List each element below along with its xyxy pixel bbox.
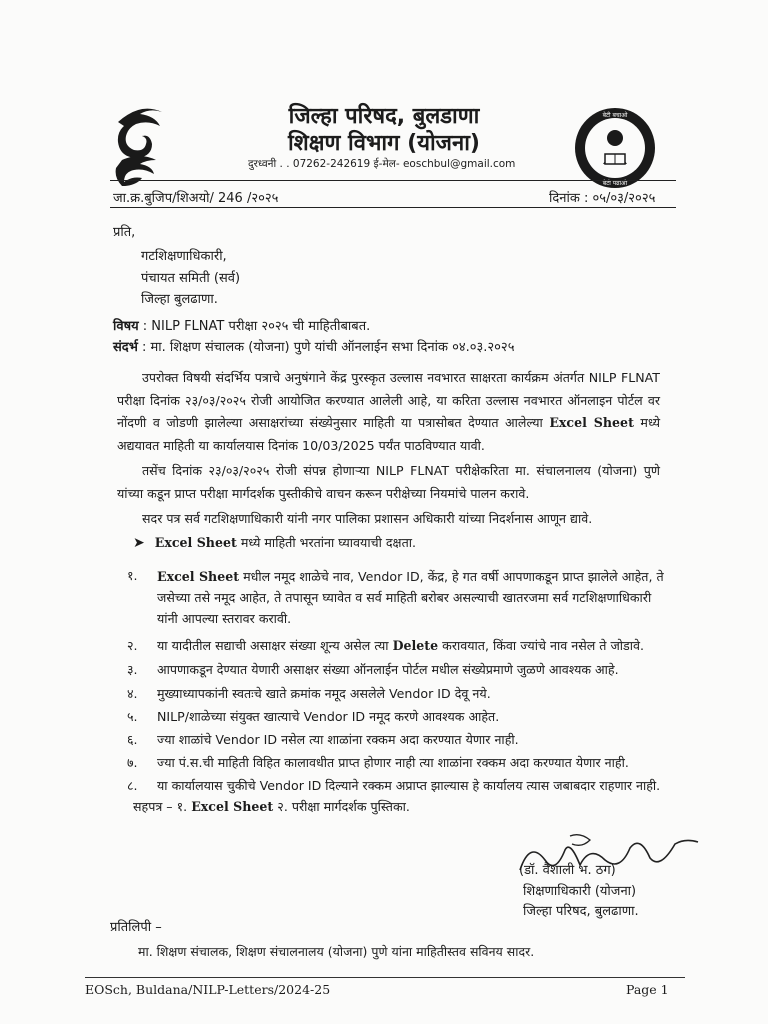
body-paragraph-3: सदर पत्र सर्व गटशिक्षणाधिकारी यांनी नगर पालिका प्रशासन अधिकारी यांच्या निदर्शनास आणून द्यावे. (142, 511, 593, 526)
reference-label: संदर्भ (113, 340, 138, 355)
point-4-text: मुख्याध्यापकांनी स्वतःचे खाते क्रमांक नमूद असलेले Vendor ID देवू नये. (157, 686, 491, 701)
precautions-heading (133, 533, 416, 553)
para1-text-end: मध्ये अद्ययावत माहिती या कार्यालयास दिनांक 10/03/2025 पर्यंत पाठविण्यात यावी. (117, 415, 660, 453)
body-paragraph-1 (117, 367, 660, 457)
point-number: ५. (127, 709, 138, 724)
letter-reference-number: जा.क्र.बुजिप/शिअयो/ 246 /२०२५ (113, 191, 279, 206)
subject-text: : NILP FLNAT परीक्षा २०२५ ची माहितीबाबत. (142, 319, 371, 334)
date-value: ०५/०३/२०२५ (592, 191, 656, 206)
point-2-text: या यादीतील सद्याची असाक्षर संख्या शून्य असेल त्या (157, 638, 389, 653)
copy-label: प्रतिलिपी – (110, 920, 162, 935)
point-3 (127, 660, 619, 680)
org-name: जिल्हा परिषद, बुलडाणा (288, 104, 480, 129)
signatory-office: जिल्हा परिषद, बुलढाणा. (523, 904, 639, 919)
point-7-text: ज्या पं.स.ची माहिती विहित कालावधीत प्राप्त होणार नाही त्या शाळांना रक्कम अदा करण्यात येणार नाही. (157, 755, 629, 770)
footer-document-code: EOSch, Buldana/NILP-Letters/2024-25 (85, 982, 331, 997)
subject-line (113, 318, 370, 336)
enclosure-line (133, 797, 410, 817)
addressee-line2: पंचायत समिती (सर्व) (141, 271, 241, 286)
body-paragraph-2: तसेंच दिनांक २३/०३/२०२५ रोजी संपन्न होणाऱ्या NILP FLNAT परीक्षेकरिता मा. संचालनालय (योजना) पुणे यांच्या कडून प्राप्त परीक्षा मार्गदर्शक पुस्तीकीचे वाचन करून परीक्षेच्या नियमांचे पालन करावे. (117, 463, 660, 501)
footer-page-number: Page 1 (626, 982, 669, 997)
arrow-bullet-icon: ➤ (133, 535, 145, 551)
header-rule-top (110, 180, 676, 181)
point-1-bold: Excel Sheet (157, 569, 240, 584)
addressee-to: प्रति, (113, 225, 136, 240)
point-2-text-end: करावयात, किंवा ज्यांचे नाव नसेल ते जोडावे. (442, 638, 645, 653)
point-number: ६. (127, 732, 138, 747)
department-name: शिक्षण विभाग (योजना) (288, 131, 480, 156)
point-number: ७. (127, 755, 138, 770)
point-number: ३. (127, 662, 138, 677)
point-8-text: या कार्यालयास चुकीचे Vendor ID दिल्याने रक्कम अप्राप्त झाल्यास हे कार्यालय त्यास जबाबदार राहणार नाही. (157, 778, 661, 793)
point-2 (127, 636, 667, 656)
point-6 (127, 730, 519, 750)
point-6-text: ज्या शाळांचे Vendor ID नसेल त्या शाळांना रक्कम अदा करण्यात येणार नाही. (157, 732, 519, 747)
copy-text: मा. शिक्षण संचालक, शिक्षण संचालनालय (योजना) पुणे यांना माहितीस्तव सविनय सादर. (138, 944, 535, 959)
point-1-text: मधील नमूद शाळेचे नाव, Vendor ID, केंद्र, हे गत वर्षी आपणाकडून प्राप्त झालेले आहेत, ते जसेच्या तसे नमूद आहेत, ते तपासून घ्यावेत व सर्व माहिती बरोबर असल्याची खातरजमा सर्व गटशिक्षणाधिकारी यांनी आपल्या स्तरावर करावी. (157, 569, 664, 626)
point-3-text: आपणाकडून देण्यात येणारी असाक्षर संख्या ऑनलाईन पोर्टल मधील संख्येप्रमाणे जुळणे आवश्यक आहे. (157, 662, 619, 677)
reference-text: : मा. शिक्षण संचालक (योजना) पुणे यांची ऑनलाईन सभा दिनांक ०४.०३.२०२५ (141, 340, 515, 355)
enclosure-excel-sheet: Excel Sheet (191, 799, 274, 814)
enclosure-text: सहपत्र – १. (133, 799, 188, 814)
footer-rule (85, 977, 685, 978)
point-5 (127, 707, 499, 727)
addressee-line1: गटशिक्षणाधिकारी, (141, 249, 227, 264)
point-1 (127, 566, 667, 629)
addressee-line3: जिल्हा बुलढाणा. (141, 292, 218, 307)
signatory-name: (डॉ. वैशाली भ. ठग) (519, 863, 616, 878)
para1-text: उपरोक्त विषयी संदर्भिय पत्राचे अनुषंगाने केंद्र पुरस्कृत उल्लास नवभारत साक्षरता कार्यक्रम अंतर्गत NILP FLNAT परीक्षा दिनांक २३/०३/२०२५ रोजी आयोजित करण्यात आलेली आहे, या करिता उल्लास नवभारत ऑनलाइन पोर्टल वर नोंदणी व जोडणी झालेल्या असाक्षरांच्या संख्येनुसार माहिती या पत्रासोबत देण्यात आलेल्या (117, 370, 660, 430)
point-number: ४. (127, 686, 138, 701)
subject-label: विषय (113, 319, 139, 334)
para1-excel-sheet: Excel Sheet (549, 415, 634, 430)
date-label: दिनांक : (549, 191, 589, 206)
beti-bachao-logo (573, 106, 657, 190)
point-4 (127, 684, 491, 704)
enclosure-text-end: २. परीक्षा मार्गदर्शक पुस्तिका. (277, 799, 410, 814)
reference-line (113, 339, 514, 357)
point-number: २. (127, 638, 138, 653)
contact-info: दुरध्वनी . . 07262-242619 ई-मेल- eoschbul@gmail.com (248, 158, 516, 170)
point-number: ८. (127, 778, 138, 793)
point-7 (127, 753, 629, 773)
header-rule-bottom (110, 207, 676, 208)
precautions-excel-sheet: Excel Sheet (154, 535, 237, 550)
logo-text-top: बेटी बचाओ (602, 112, 628, 119)
point-8 (127, 776, 660, 796)
precautions-text: मध्ये माहिती भरतांना घ्यावयाची दक्षता. (240, 535, 417, 550)
point-5-text: NILP/शाळेच्या संयुक्त खात्याचे Vendor ID नमूद करणे आवश्यक आहेत. (157, 709, 500, 724)
point-2-bold: Delete (392, 638, 439, 653)
letter-date (549, 188, 655, 206)
signatory-designation: शिक्षणाधिकारी (योजना) (523, 884, 637, 899)
point-number: १. (127, 568, 138, 583)
logo-text-bottom: बेटी पढाओ (602, 180, 628, 187)
